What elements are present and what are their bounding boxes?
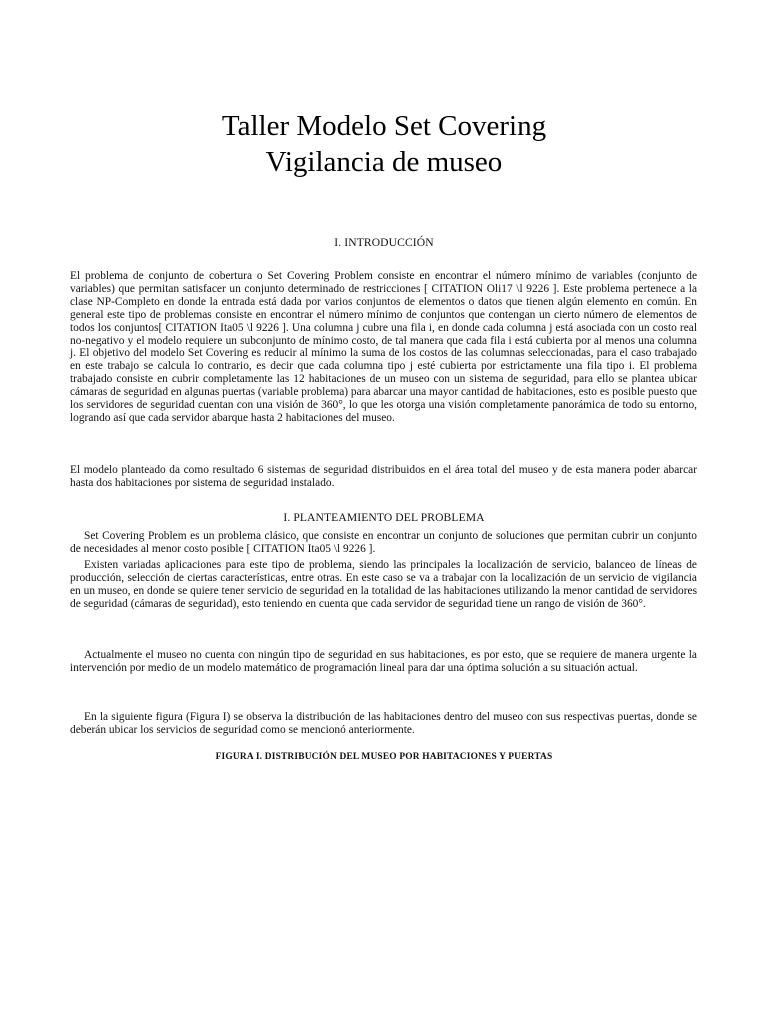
title-line-2: Vigilancia de museo bbox=[265, 146, 503, 178]
section-heading-planteamiento: I. PLANTEAMIENTO DEL PROBLEMA bbox=[283, 511, 485, 524]
planteamiento-paragraph-4: En la siguiente figura (Figura I) se observa la distribución de las habitaciones dentro del museo con sus respectivas puertas, donde se deberán ubicar los servicios de seguridad como se mencionó anteriormente. bbox=[70, 711, 697, 736]
planteamiento-paragraph-2: Existen variadas aplicaciones para este tipo de problema, siendo las principales la localización de servicio, balanceo de líneas de producción, selección de ciertas características, entre otras. En este caso se va a trabajar con la localización de un servicio de vigilancia en un museo, en donde se quiere tener servicio de seguridad en la totalidad de las habitaciones utilizando la menor cantidad de servidores de seguridad (cámaras de seguridad), esto teniendo en cuenta que cada servidor de seguridad tiene un rango de visión de 360°. bbox=[70, 559, 697, 610]
intro-result-paragraph: El modelo planteado da como resultado 6 sistemas de seguridad distribuidos en el área total del museo y de esta manera poder abarcar hasta dos habitaciones por sistema de seguridad instalado. bbox=[70, 464, 697, 489]
document-title bbox=[0, 108, 768, 180]
intro-paragraph: El problema de conjunto de cobertura o Set Covering Problem consiste en encontrar el número mínimo de variables (conjunto de variables) que permitan satisfacer un conjunto determinado de restricciones [ CITATION Oli17 \l 9226 ]. Este problema pertenece a la clase NP-Completo en donde la entrada está dada por varios conjuntos de elementos o datos que tienen algún elemento en común. En general este tipo de problemas consiste en encontrar el número mínimo de conjuntos que contengan un cierto número de elementos de todos los conjuntos[ CITATION Ita05 \l 9226 ]. Una columna j cubre una fila i, en donde cada columna j está asociada con un costo real no-negativo y el modelo requiere un subconjunto de mínimo costo, de tal manera que cada fila i está cubierta por al menos una columna j. El objetivo del modelo Set Covering es reducir al mínimo la suma de los costos de las columnas seleccionadas, para el caso trabajado en este trabajo se calcula lo contrario, es decir que cada columna tipo j esté cubierta por estrictamente una fila tipo i. El problema trabajado consiste en cubrir completamente las 12 habitaciones de un museo con un sistema de seguridad, para ello se plantea ubicar cámaras de seguridad en algunas puertas (variable problema) para abarcar una mayor cantidad de habitaciones, esto es posible puesto que los servidores de seguridad cuentan con una visión de 360°, lo que les otorga una visión completamente panorámica de todo su entorno, logrando así que cada servidor abarque hasta 2 habitaciones del museo. bbox=[70, 270, 697, 424]
title-line-1: Taller Modelo Set Covering bbox=[221, 110, 547, 142]
planteamiento-paragraph-1: Set Covering Problem es un problema clásico, que consiste en encontrar un conjunto de soluciones que permitan cubrir un conjunto de necesidades al menor costo posible [ CITATION Ita05 \l 9226 ]. bbox=[70, 530, 697, 555]
planteamiento-paragraph-3: Actualmente el museo no cuenta con ningún tipo de seguridad en sus habitaciones, es por esto, que se requiere de manera urgente la intervención por medio de un modelo matemático de programación lineal para dar una óptima solución a su situación actual. bbox=[70, 649, 697, 674]
section-heading-introduccion: I. INTRODUCCIÓN bbox=[334, 236, 434, 249]
figure-caption: FIGURA I. DISTRIBUCIÓN DEL MUSEO POR HABITACIONES Y PUERTAS bbox=[215, 752, 553, 762]
